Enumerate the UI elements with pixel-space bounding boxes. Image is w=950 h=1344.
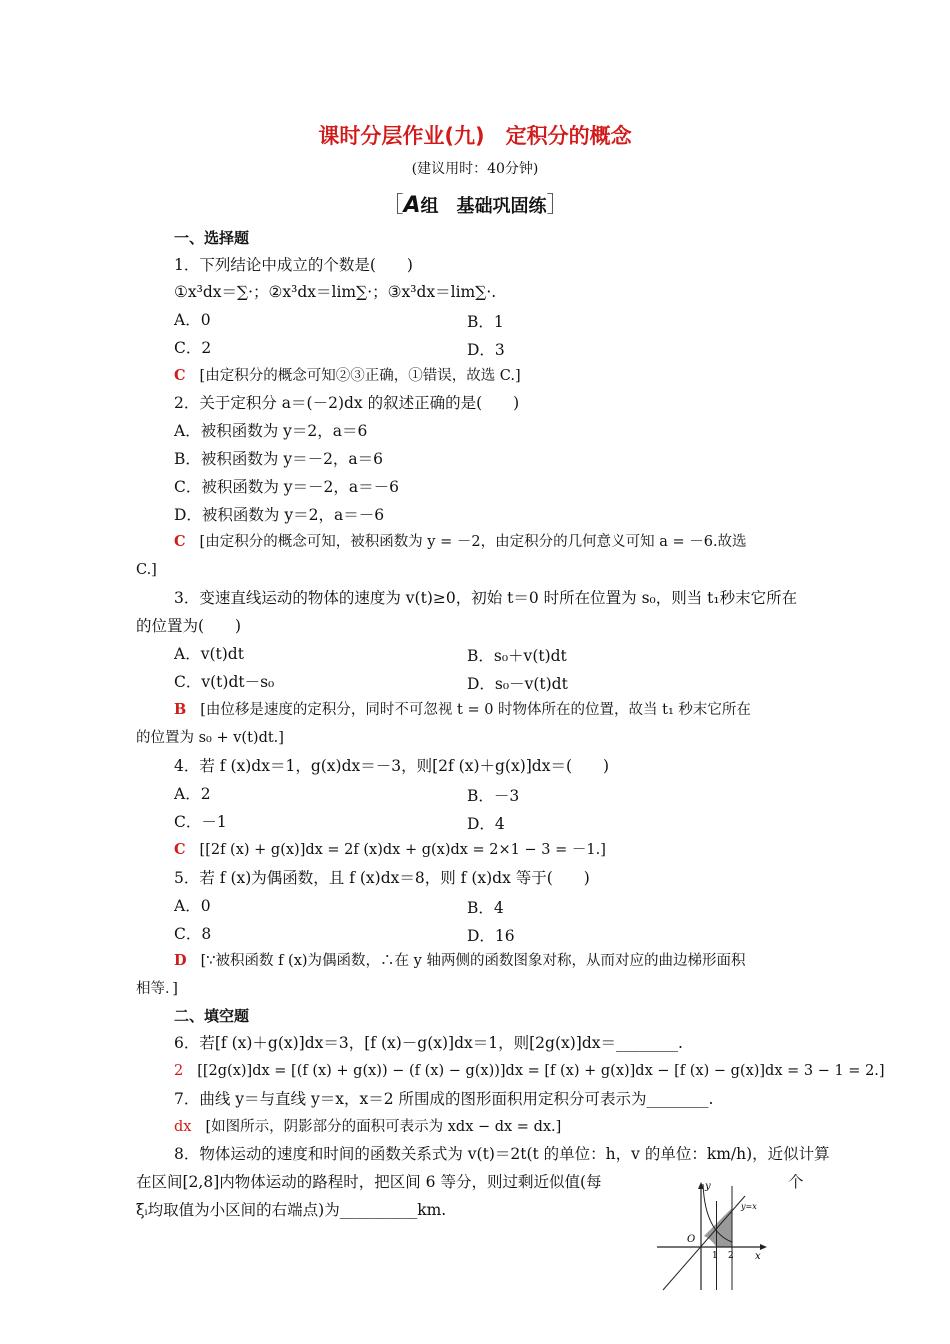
answer-7 <box>174 1117 561 1137</box>
answer-7-explanation: [如图所示，阴影部分的面积可表示为 xdx − dx = dx.] <box>205 1119 562 1135</box>
group-bracket-left: ［ <box>381 193 404 218</box>
group-heading <box>0 188 950 219</box>
answer-6-key: 2 <box>174 1063 184 1079</box>
question-2-option-a: A．被积函数为 y＝2，a＝6 <box>174 422 368 440</box>
x-axis-label: x <box>755 1251 761 1262</box>
question-8-cont-tail: 个 <box>788 1173 804 1191</box>
question-5-option-d: D．16 <box>467 927 515 945</box>
answer-6 <box>174 1061 885 1081</box>
line-y-equals-x <box>663 1196 745 1290</box>
section-fill: 二、填空题 <box>174 1007 250 1025</box>
question-4-option-d: D．4 <box>467 815 505 833</box>
answer-5 <box>174 951 745 971</box>
question-3: 3．变速直线运动的物体的速度为 v(t)≥0，初始 t＝0 时所在位置为 s₀，则当 t₁秒末它所在 <box>174 589 798 607</box>
question-4-option-a: A．2 <box>174 785 211 803</box>
answer-3-explanation-cont: 的位置为 s₀ + v(t)dt.] <box>136 730 284 746</box>
answer-2-explanation-cont: C.] <box>136 562 157 578</box>
line-label: y=x <box>741 1202 757 1211</box>
answer-5-explanation-cont: 相等．] <box>136 981 178 997</box>
answer-5-explanation: [∵被积函数 f (x)为偶函数，∴在 y 轴两侧的函数图象对称，从而对应的曲边梯形面积 <box>200 953 746 969</box>
question-4-option-c: C．－1 <box>174 813 227 831</box>
page-title: 课时分层作业(九) 定积分的概念 <box>318 124 632 148</box>
answer-7-key: dx <box>174 1119 192 1135</box>
question-1-statements: ①x³dx＝∑·；②x³dx＝lim∑·；③x³dx＝lim∑·. <box>174 283 497 301</box>
answer-1-explanation: [由定积分的概念可知②③正确，①错误，故选 C.] <box>199 368 521 384</box>
question-1-option-d: D．3 <box>467 341 505 359</box>
answer-3-explanation: [由位移是速度的定积分，同时不可忽视 t = 0 时物体所在的位置，故当 t₁ 秒末它所在 <box>200 702 751 718</box>
suggested-time: (建议用时：40分钟) <box>411 161 539 177</box>
question-1: 1．下列结论中成立的个数是( ) <box>174 256 413 274</box>
origin-label: O <box>687 1234 696 1245</box>
question-5-option-a: A．0 <box>174 897 211 915</box>
group-title: 组 基础巩固练 <box>420 196 547 217</box>
answer-4 <box>174 840 606 860</box>
question-3-cont: 的位置为( ) <box>136 617 242 635</box>
question-2-option-b: B．被积函数为 y＝－2，a＝6 <box>174 450 384 468</box>
question-2: 2．关于定积分 a＝(－2)dx 的叙述正确的是( ) <box>174 394 520 412</box>
answer-3-key: B <box>174 701 187 718</box>
answer-4-explanation: [[2f (x) + g(x)]dx = 2f (x)dx + g(x)dx = 2×1 − 3 = －1.] <box>199 842 606 858</box>
x-axis-arrow <box>760 1244 767 1250</box>
graph-figure <box>655 1176 770 1294</box>
question-8-cont-2: ξᵢ均取值为小区间的右端点)为__________km. <box>136 1201 447 1219</box>
question-8: 8．物体运动的速度和时间的函数关系式为 v(t)＝2t(t 的单位：h，v 的单位：km/h)，近似计算 <box>174 1145 830 1163</box>
question-3-option-c: C．v(t)dt－s₀ <box>174 673 275 691</box>
question-1-option-a: A．0 <box>174 311 211 329</box>
answer-6-explanation: [[2g(x)]dx = [(f (x) + g(x)) − (f (x) − g(x))]dx = [f (x) + g(x)]dx − [f (x) − g(x)]dx = 3 − 1 = 2.] <box>197 1063 885 1079</box>
question-6: 6．若[f (x)＋g(x)]dx＝3，[f (x)－g(x)]dx＝1，则[2g(x)]dx＝________. <box>174 1034 683 1052</box>
answer-1 <box>174 366 521 386</box>
question-7: 7．曲线 y＝与直线 y＝x，x＝2 所围成的图形面积用定积分可表示为________. <box>174 1090 714 1108</box>
answer-2-key: C <box>174 533 186 550</box>
question-2-option-d: D．被积函数为 y＝2，a＝－6 <box>174 506 385 524</box>
question-1-option-b: B．1 <box>467 313 504 331</box>
question-5: 5．若 f (x)为偶函数，且 f (x)dx＝8，则 f (x)dx 等于( ) <box>174 869 590 887</box>
answer-3 <box>174 700 751 720</box>
question-8-cont: 在区间[2,8]内物体运动的路程时，把区间 6 等分，则过剩近似值(每 <box>136 1173 602 1191</box>
group-bracket-right: ］ <box>546 193 569 218</box>
tick-label-1: 1 <box>712 1251 718 1261</box>
question-1-option-c: C．2 <box>174 339 212 357</box>
y-axis-label: y <box>705 1181 711 1192</box>
tick-label-2: 2 <box>728 1251 734 1261</box>
answer-2-explanation: [由定积分的概念可知，被积函数为 y = －2，由定积分的几何意义可知 a = －6.故选 <box>199 534 747 550</box>
answer-2 <box>174 532 747 552</box>
answer-4-key: C <box>174 841 186 858</box>
question-5-option-c: C．8 <box>174 925 212 943</box>
question-3-option-d: D．s₀－v(t)dt <box>467 675 568 693</box>
question-4: 4．若 f (x)dx＝1，g(x)dx＝－3，则[2f (x)＋g(x)]dx＝( ) <box>174 757 610 775</box>
question-3-option-b: B．s₀＋v(t)dt <box>467 647 567 665</box>
answer-1-key: C <box>174 367 186 384</box>
question-4-option-b: B．－3 <box>467 787 520 805</box>
question-3-option-a: A．v(t)dt <box>174 645 244 663</box>
group-letter: A <box>403 193 421 218</box>
question-5-option-b: B．4 <box>467 899 504 917</box>
section-choice: 一、选择题 <box>174 229 250 247</box>
question-2-option-c: C．被积函数为 y＝－2，a＝－6 <box>174 478 400 496</box>
answer-5-key: D <box>174 952 187 969</box>
